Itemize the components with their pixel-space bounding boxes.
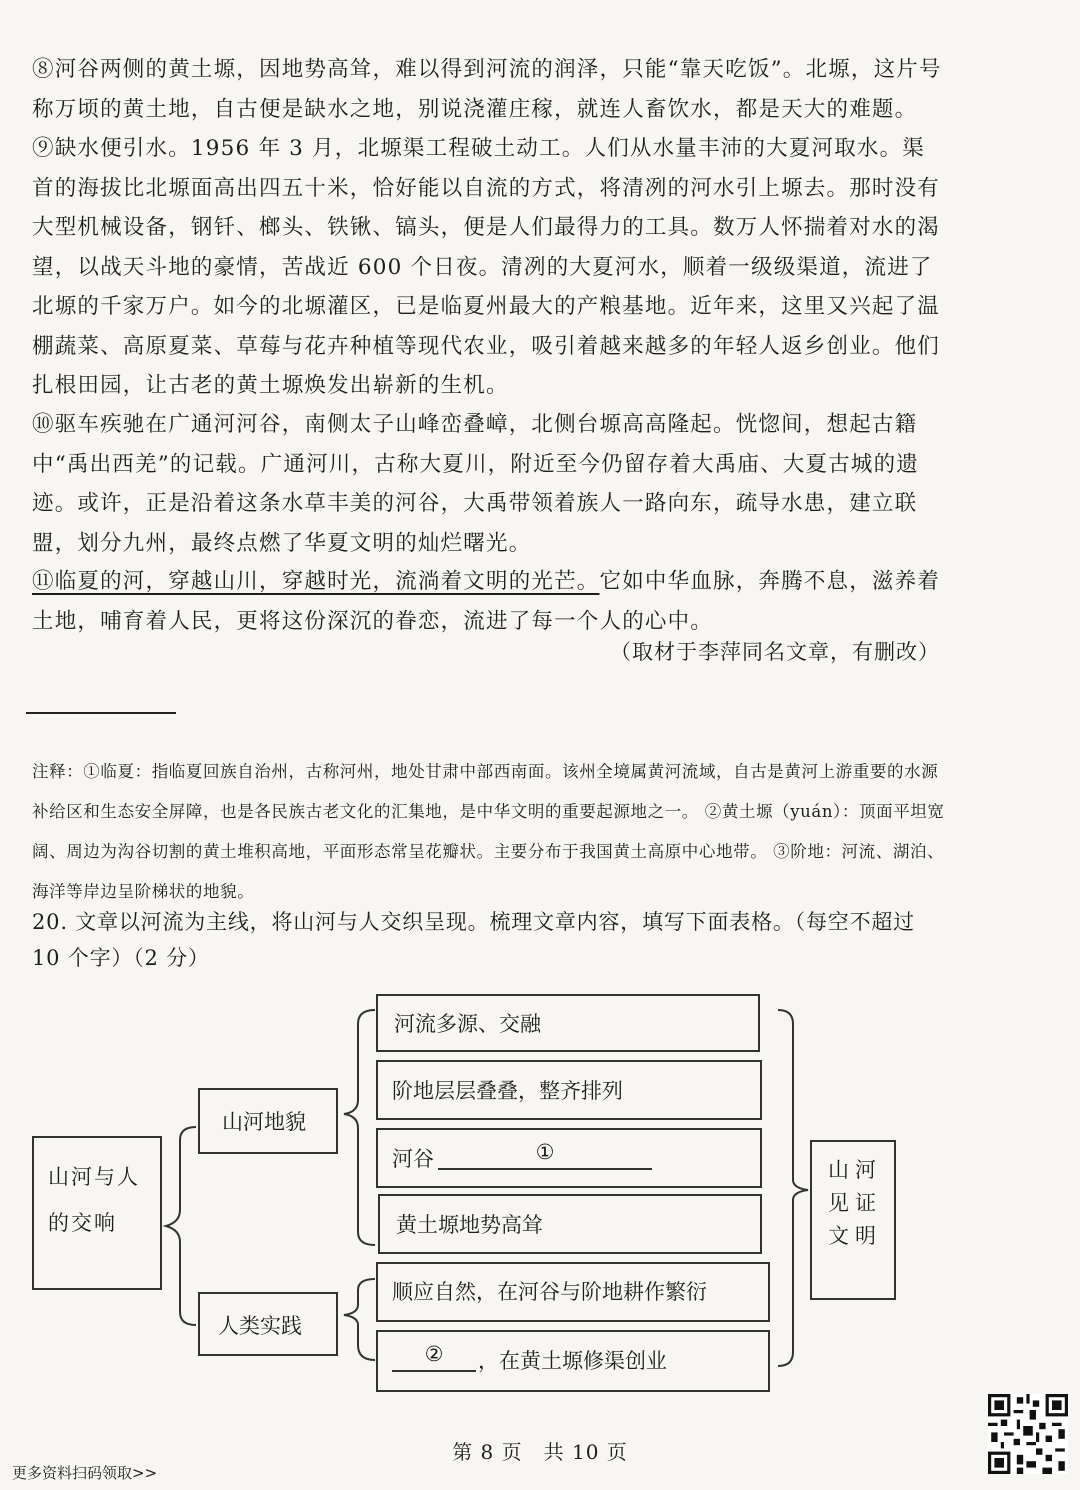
- paragraph-10: ⑩驱车疾驰在广通河河谷，南侧太子山峰峦叠嶂，北侧台塬高高隆起。恍惚间，想起古籍中“禹出西羌”的记载。广通河川，古称大夏川，附近至今仍留存着大禹庙、大夏古城的遗迹。或许，正是沿着这条水草丰美的河谷，大禹带领着族人一路向东，疏导水患，建立联盟，划分九州，最终点燃了华夏文明的灿烂曙光。: [32, 412, 919, 556]
- item-box-4: 黄土塬地势高耸: [378, 1194, 762, 1254]
- paragraph-8: ⑧河谷两侧的黄土塬，因地势高耸，难以得到河流的润泽，只能“靠天吃饭”。北塬，这片号称万顷的黄土地，自古便是缺水之地，别说浇灌庄稼，就连人畜饮水，都是天大的难题。: [32, 57, 942, 122]
- practice-box: 人类实践: [198, 1292, 338, 1356]
- item-box-2: 阶地层层叠叠，整齐排列: [376, 1060, 762, 1120]
- item-box-5: 顺应自然，在河谷与阶地耕作繁衍: [376, 1262, 770, 1322]
- footnote: 注释：①临夏：指临夏回族自治州，古称河州，地处甘肃中部西南面。该州全境属黄河流域，自古是黄河上游重要的水源补给区和生态安全屏障，也是各民族古老文化的汇集地，是中华文明的重要起源地之一。 ②黄土塬（yuán）：顶面平坦宽阔、周边为沟谷切割的黄土堆积高地，平面形态常呈花瓣状。主要分布于我国黄土高原中心地带。 ③阶地：河流、湖泊、海洋等岸边呈阶梯状的地貌。: [32, 762, 945, 901]
- blank-1[interactable]: ①: [438, 1140, 652, 1170]
- more-materials-link[interactable]: 更多资料扫码领取>>: [12, 1464, 158, 1482]
- item-box-6: ② ，在黄土塬修渠创业: [376, 1330, 770, 1392]
- underlined-sentence: ⑪临夏的河，穿越山川，穿越时光，流淌着文明的光芒。: [32, 569, 600, 594]
- blank-2[interactable]: ②: [392, 1342, 476, 1372]
- qr-code-icon[interactable]: [988, 1394, 1068, 1474]
- page-footer: 第 8 页 共 10 页: [452, 1440, 628, 1464]
- source-citation: （取材于李萍同名文章，有删改）: [610, 640, 940, 664]
- paragraph-11: ⑪临夏的河，穿越山川，穿越时光，流淌着文明的光芒。它如中华血脉，奔腾不息，滋养着土地，哺育着人民，更将这份深沉的眷恋，流进了每一个人的心中。: [32, 569, 941, 634]
- paragraph-9: ⑨缺水便引水。1956 年 3 月，北塬渠工程破土动工。人们从水量丰沛的大夏河取水。渠首的海拔比北塬面高出四五十米，恰好能以自流的方式，将清冽的河水引上塬去。那时没有大型机械设备，钢钎、榔头、铁锹、镐头，便是人们最得力的工具。数万人怀揣着对水的渴望，以战天斗地的豪情，苦战近 600 个日夜。清冽的大夏河水，顺着一级级渠道，流进了北塬的千家万户。如今的北塬灌区，已是临夏州最大的产粮基地。近年来，这里又兴起了温棚蔬菜、高原夏菜、草莓与花卉种植等现代农业，吸引着越来越多的年轻人返乡创业。他们扎根田园，让古老的黄土塬焕发出崭新的生机。: [32, 136, 941, 398]
- question-20: 20. 文章以河流为主线，将山河与人交织呈现。梳理文章内容，填写下面表格。（每空不超过 10 个字）（2 分）: [32, 910, 915, 970]
- result-box: 山河见证文明: [810, 1140, 896, 1300]
- root-box: 山河与人的交响: [32, 1136, 162, 1290]
- item-box-1: 河流多源、交融: [376, 994, 760, 1052]
- landform-box: 山河地貌: [198, 1088, 338, 1154]
- item-box-3: 河谷 ①: [376, 1128, 762, 1188]
